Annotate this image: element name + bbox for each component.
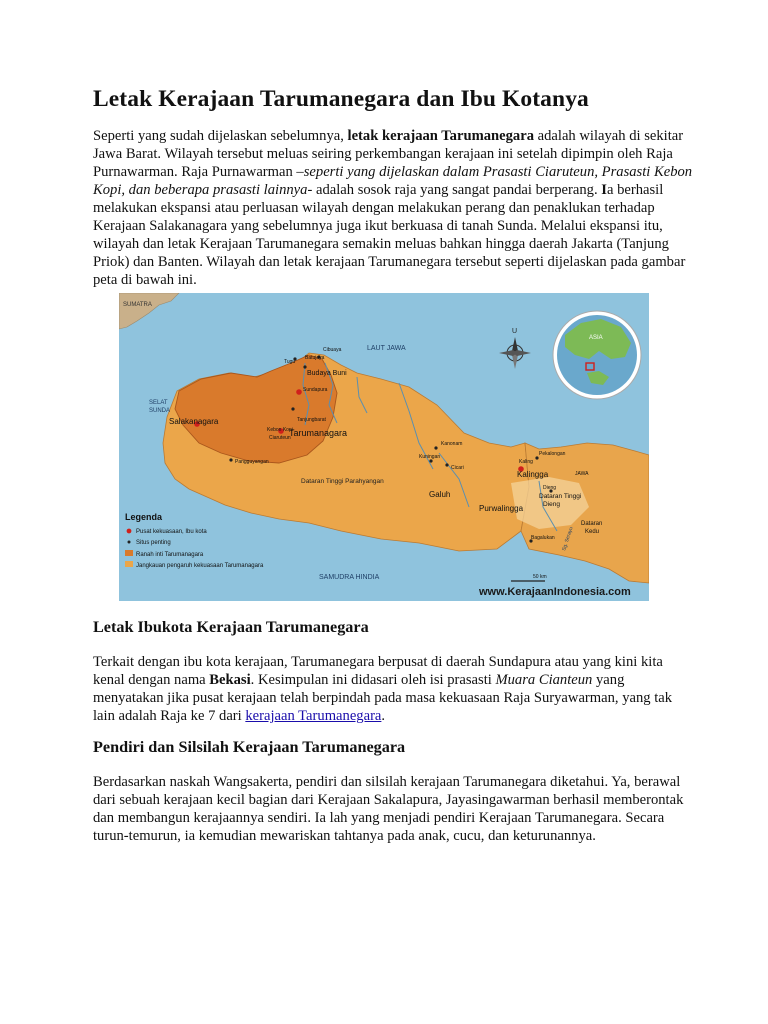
kingdom-map: [119, 293, 649, 601]
legend-site-symbol: [128, 541, 131, 544]
italic-text: Muara Cianteun: [495, 672, 593, 688]
site-marker: [303, 365, 306, 368]
place-label: JAWA: [575, 471, 589, 477]
bold-text: letak kerajaan Tarumanegara: [347, 128, 534, 144]
place-label: Kedu: [585, 529, 600, 535]
section-heading-pendiri: Pendiri dan Silsilah Kerajaan Tarumanegara: [93, 738, 406, 756]
page-title: Letak Kerajaan Tarumanegara dan Ibu Kotanya: [93, 86, 589, 112]
sunda-label: SUNDA: [149, 408, 171, 414]
legend-item: Pusat kekuasaan, Ibu kota: [136, 529, 207, 535]
place-label: Dieng: [543, 501, 560, 508]
kerajaan-tarumanegara-link[interactable]: kerajaan Tarumanegara: [245, 708, 382, 724]
text-run: yang menyatakan jika pusat kerajaan telah berpindah pada masa kekuasaan Raja Suryawarman, yang tak lain adalah Raja ke 7 dari: [93, 672, 673, 724]
place-label: Kuningan: [419, 454, 441, 460]
site-marker: [291, 407, 294, 410]
text-run: .: [381, 708, 386, 724]
pendiri-paragraph: Berdasarkan naskah Wangsakerta, pendiri dan silsilah kerajaan Tarumanegara diketahui. Ya, berawal dari sebuah kerajaan kecil bagian dari Kerajaan Sakalapura, Jayasingawarman berhasil memberontak dan membangun kerajaannya sendiri. Ia lah yang menjadi pendiri Kerajaan Tarumanegara. Secara turun-temurun, ia kemudian mewariskan tahtanya pada anak, cucu, dan keturunannya.: [93, 774, 684, 844]
legend-capital-symbol: [127, 529, 132, 534]
ibukota-paragraph: [93, 653, 693, 725]
compass-north-label: U: [512, 328, 518, 335]
place-label: Salakanagara: [169, 417, 219, 426]
scale-label: 50 km: [533, 574, 547, 580]
legend-item: Situs penting: [136, 540, 171, 546]
place-label: Bagalukan: [531, 535, 555, 541]
place-label: Purwalingga: [479, 504, 524, 513]
place-label: Kalingga: [517, 470, 549, 479]
map-graphic: [119, 293, 649, 601]
legend-item: Jangkauan pengaruh kekuasaan Tarumanagara: [136, 563, 264, 569]
laut-jawa-label: LAUT JAWA: [367, 345, 406, 352]
italic-text: seperti yang dijelaskan dalam Prasasti Ciaruteun, Prasasti Kebon Kopi, dan beberapa prasasti lainnya: [93, 164, 693, 198]
place-label: Pangguyangan: [235, 459, 269, 465]
place-label: Tarumanagara: [289, 428, 348, 438]
legend-core-swatch: [125, 550, 133, 556]
legend-influence-swatch: [125, 561, 133, 567]
legend-title: Legenda: [125, 512, 163, 522]
river-label: Sg. Serayu: [561, 526, 575, 552]
place-label: Kanonam: [441, 441, 463, 447]
place-label: Dataran Tinggi Parahyangan: [301, 478, 384, 485]
text-run: - adalah sosok raja yang sangat pandai berperang.: [307, 182, 602, 198]
capital-marker: [296, 389, 302, 395]
text-run: a berhasil melakukan ekspansi atau perluasan wilayah dengan melakukan perang dan penaklukan terhadap Kerajaan Salakanagara yang sebelumnya juga ikut berkuasa di tanah Sunda. Melalui ekspansi itu, wilayah dan letak Kerajaan Tarumanegara semakin meluas bahkan hingga daerah Jakarta (Tanjung Priok) dan Banten. Wilayah dan letak kerajaan Tarumanegara tersebut seperti dijelaskan pada gambar peta di bawah ini.: [93, 182, 686, 288]
section-heading-ibukota: Letak Ibukota Kerajaan Tarumanegara: [93, 618, 369, 636]
place-label: Cibuaya: [323, 347, 342, 353]
asia-label: ASIA: [589, 335, 603, 341]
place-label: Ciaruteun: [269, 435, 291, 441]
place-label: Tugu: [284, 359, 296, 365]
text-run: . Kesimpulan ini didasari oleh isi prasasti: [250, 672, 496, 688]
watermark: www.KerajaanIndonesia.com: [479, 586, 631, 598]
place-label: Kebon Kopi: [267, 427, 293, 433]
selat-label: SELAT: [149, 400, 168, 406]
place-label: Dataran: [581, 521, 603, 527]
place-label: Dieng: [543, 485, 557, 491]
bold-text: Bekasi: [209, 672, 251, 688]
bold-text: I: [601, 182, 607, 198]
place-label: Dataran Tinggi: [539, 493, 582, 500]
place-label: Kaling: [519, 459, 533, 465]
sumatra-label: SUMATRA: [123, 302, 152, 308]
legend-item: Ranah inti Tarumanagara: [136, 552, 204, 558]
samudra-label: SAMUDRA HINDIA: [319, 574, 380, 581]
place-label: Cicari: [451, 465, 464, 471]
text-run: Seperti yang sudah dijelaskan sebelumnya,: [93, 128, 348, 144]
site-marker: [229, 458, 232, 461]
place-label: Tanjungbarat: [297, 417, 326, 423]
site-marker: [445, 463, 448, 466]
site-marker: [434, 446, 437, 449]
place-label: Galuh: [429, 490, 451, 499]
intro-paragraph: [93, 127, 693, 289]
text-run: Terkait dengan ibu kota kerajaan, Tarumanegara berpusat di daerah Sundapura atau yang kini kita kenal dengan nama: [93, 654, 663, 688]
text-run: adalah wilayah di sekitar Jawa Barat. Wilayah tersebut meluas seiring perkembangan kerajaan ini setelah dipimpin oleh Raja Purnawarman. Raja Purnawarman –: [93, 128, 684, 180]
place-label: Batujaya: [305, 355, 325, 361]
place-label: Pekalongan: [539, 451, 566, 457]
place-label: Budaya Buni: [307, 370, 347, 377]
place-label: Sundapura: [303, 387, 328, 393]
